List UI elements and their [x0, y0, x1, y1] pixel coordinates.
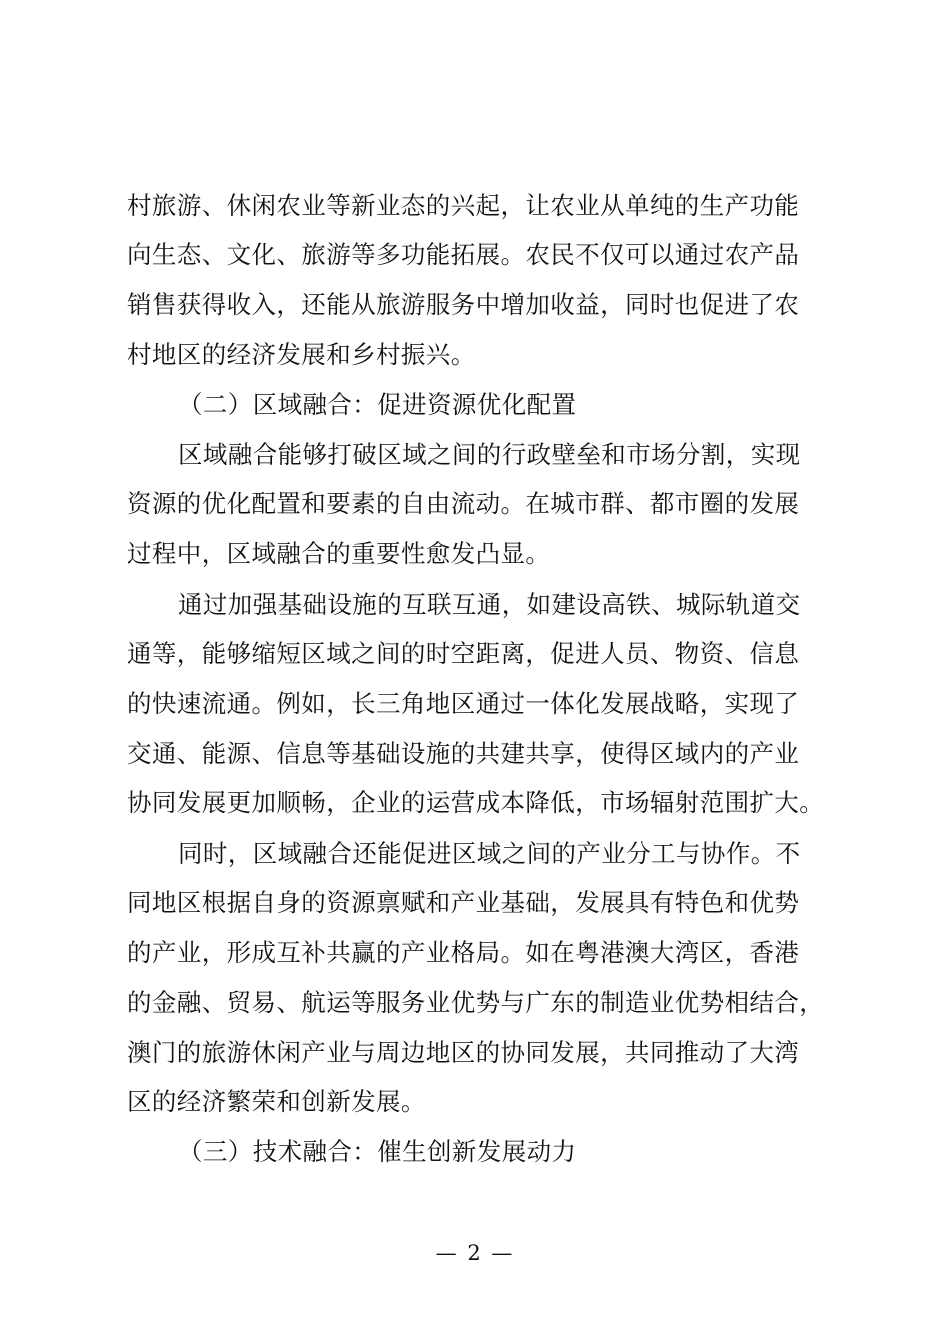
paragraph-line: 协同发展更加顺畅，企业的运营成本降低，市场辐射范围扩大。	[127, 788, 825, 817]
paragraph-line: 的产业，形成互补共赢的产业格局。如在粤港澳大湾区，香港	[127, 938, 800, 967]
paragraph-line: 村地区的经济发展和乡村振兴。	[127, 340, 476, 369]
paragraph-line: 过程中，区域融合的重要性愈发凸显。	[127, 539, 551, 568]
paragraph-line: 区域融合能够打破区域之间的行政壁垒和市场分割，实现	[178, 440, 801, 469]
paragraph-line: 同地区根据自身的资源禀赋和产业基础，发展具有特色和优势	[127, 888, 800, 917]
paragraph-line: 区的经济繁荣和创新发展。	[127, 1087, 426, 1116]
paragraph-line: 向生态、文化、旅游等多功能拓展。农民不仅可以通过农产品	[127, 240, 800, 269]
paragraph-line: 通过加强基础设施的互联互通，如建设高铁、城际轨道交	[178, 590, 801, 619]
paragraph-line: 同时，区域融合还能促进区域之间的产业分工与协作。不	[178, 839, 801, 868]
section-heading-3: （三）技术融合：催生创新发展动力	[178, 1137, 577, 1166]
paragraph-line: 通等，能够缩短区域之间的时空距离，促进人员、物资、信息	[127, 639, 800, 668]
paragraph-line: 澳门的旅游休闲产业与周边地区的协同发展，共同推动了大湾	[127, 1038, 800, 1067]
section-heading-2: （二）区域融合：促进资源优化配置	[178, 390, 577, 419]
paragraph-line: 村旅游、休闲农业等新业态的兴起，让农业从单纯的生产功能	[127, 191, 800, 220]
page-number: — 2 —	[435, 1241, 515, 1265]
paragraph-line: 交通、能源、信息等基础设施的共建共享，使得区域内的产业	[127, 739, 800, 768]
paragraph-line: 的金融、贸易、航运等服务业优势与广东的制造业优势相结合，	[127, 988, 825, 1017]
paragraph-line: 资源的优化配置和要素的自由流动。在城市群、都市圈的发展	[127, 489, 800, 518]
paragraph-line: 销售获得收入，还能从旅游服务中增加收益，同时也促进了农	[127, 290, 800, 319]
paragraph-line: 的快速流通。例如，长三角地区通过一体化发展战略，实现了	[127, 689, 800, 718]
